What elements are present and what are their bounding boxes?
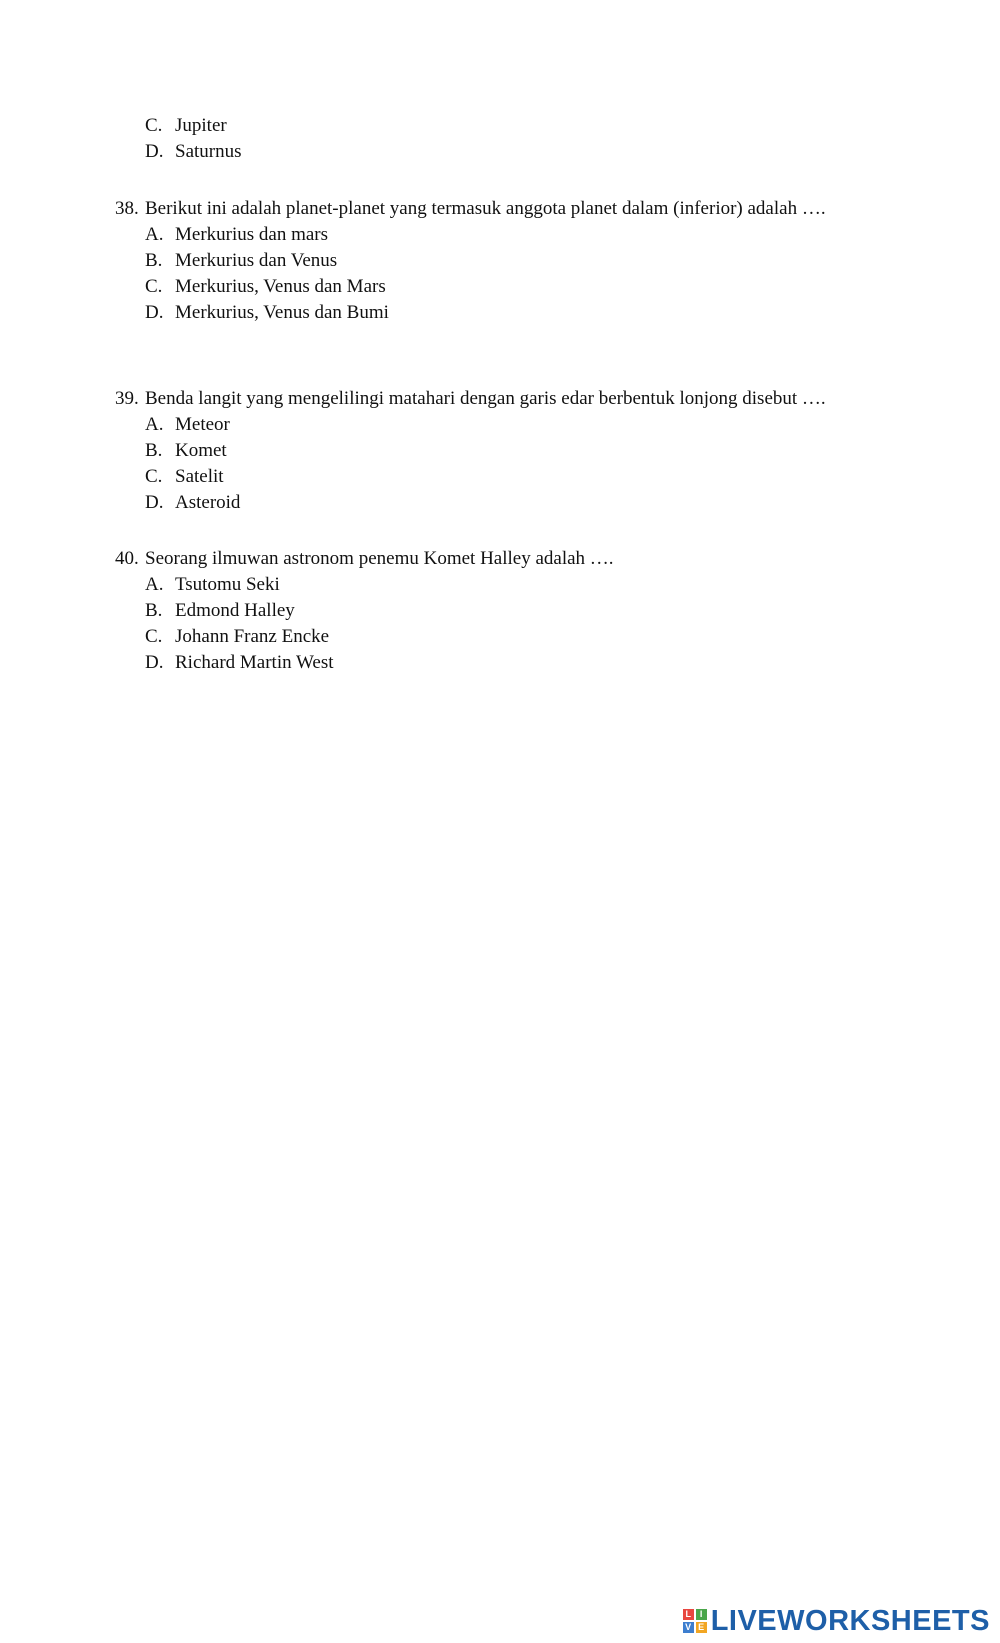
option-text: Merkurius dan Venus: [175, 250, 338, 271]
option-letter: C.: [145, 115, 163, 136]
question-number: 40.: [115, 548, 139, 569]
option-letter: A.: [145, 574, 164, 595]
option-text: Edmond Halley: [175, 600, 295, 621]
question-39: [115, 386, 826, 516]
option-a[interactable]: [145, 412, 826, 438]
option-b[interactable]: [145, 248, 826, 274]
option-letter: C.: [145, 276, 163, 297]
option-text: Merkurius, Venus dan Bumi: [175, 302, 389, 323]
question-text: Benda langit yang mengelilingi matahari dengan garis edar berbentuk lonjong disebut ….: [145, 388, 826, 409]
option-list: [145, 412, 826, 516]
option-letter: D.: [145, 302, 164, 323]
logo-mark-letter: I: [696, 1609, 707, 1620]
question-text: Berikut ini adalah planet-planet yang termasuk anggota planet dalam (inferior) adalah ….: [145, 198, 826, 219]
option-c[interactable]: [145, 113, 242, 139]
option-d[interactable]: [145, 490, 826, 516]
option-text: Komet: [175, 440, 227, 461]
option-text: Merkurius, Venus dan Mars: [175, 276, 386, 297]
option-c[interactable]: [145, 274, 826, 300]
option-text: Tsutomu Seki: [175, 574, 280, 595]
question-38: [115, 196, 826, 326]
logo-mark-letter: L: [683, 1609, 694, 1620]
option-d[interactable]: [145, 300, 826, 326]
option-letter: C.: [145, 626, 163, 647]
option-text: Merkurius dan mars: [175, 224, 329, 245]
option-b[interactable]: [145, 438, 826, 464]
option-a[interactable]: [145, 222, 826, 248]
option-text: Richard Martin West: [175, 652, 334, 673]
option-text: Asteroid: [175, 492, 241, 513]
logo-mark-letter: V: [683, 1622, 694, 1633]
option-letter: C.: [145, 466, 163, 487]
option-text: Jupiter: [175, 115, 227, 136]
liveworksheets-logo: [683, 1603, 990, 1639]
option-letter: A.: [145, 224, 164, 245]
option-letter: D.: [145, 141, 164, 162]
option-letter: A.: [145, 414, 164, 435]
option-letter: B.: [145, 250, 163, 271]
question-stem: [115, 196, 826, 222]
logo-mark-letter: E: [696, 1622, 707, 1633]
question-number: 38.: [115, 198, 139, 219]
option-c[interactable]: [145, 464, 826, 490]
option-text: Meteor: [175, 414, 230, 435]
option-list: [145, 572, 614, 676]
option-a[interactable]: [145, 572, 614, 598]
option-letter: B.: [145, 440, 163, 461]
option-text: Satelit: [175, 466, 224, 487]
option-letter: B.: [145, 600, 163, 621]
question-text: Seorang ilmuwan astronom penemu Komet Halley adalah ….: [145, 548, 614, 569]
option-list: [145, 222, 826, 326]
option-text: Saturnus: [175, 141, 242, 162]
question-number: 39.: [115, 388, 139, 409]
option-d[interactable]: [145, 650, 614, 676]
option-letter: D.: [145, 652, 164, 673]
option-d[interactable]: [145, 139, 242, 165]
question-stem: [115, 546, 614, 572]
question-40: [115, 546, 614, 676]
option-letter: D.: [145, 492, 164, 513]
question-stem: [115, 386, 826, 412]
question-37-options-continued: [145, 113, 242, 165]
option-c[interactable]: [145, 624, 614, 650]
option-b[interactable]: [145, 598, 614, 624]
logo-text: LIVEWORKSHEETS: [710, 1604, 990, 1637]
option-text: Johann Franz Encke: [175, 626, 330, 647]
logo-mark-icon: [683, 1609, 707, 1633]
